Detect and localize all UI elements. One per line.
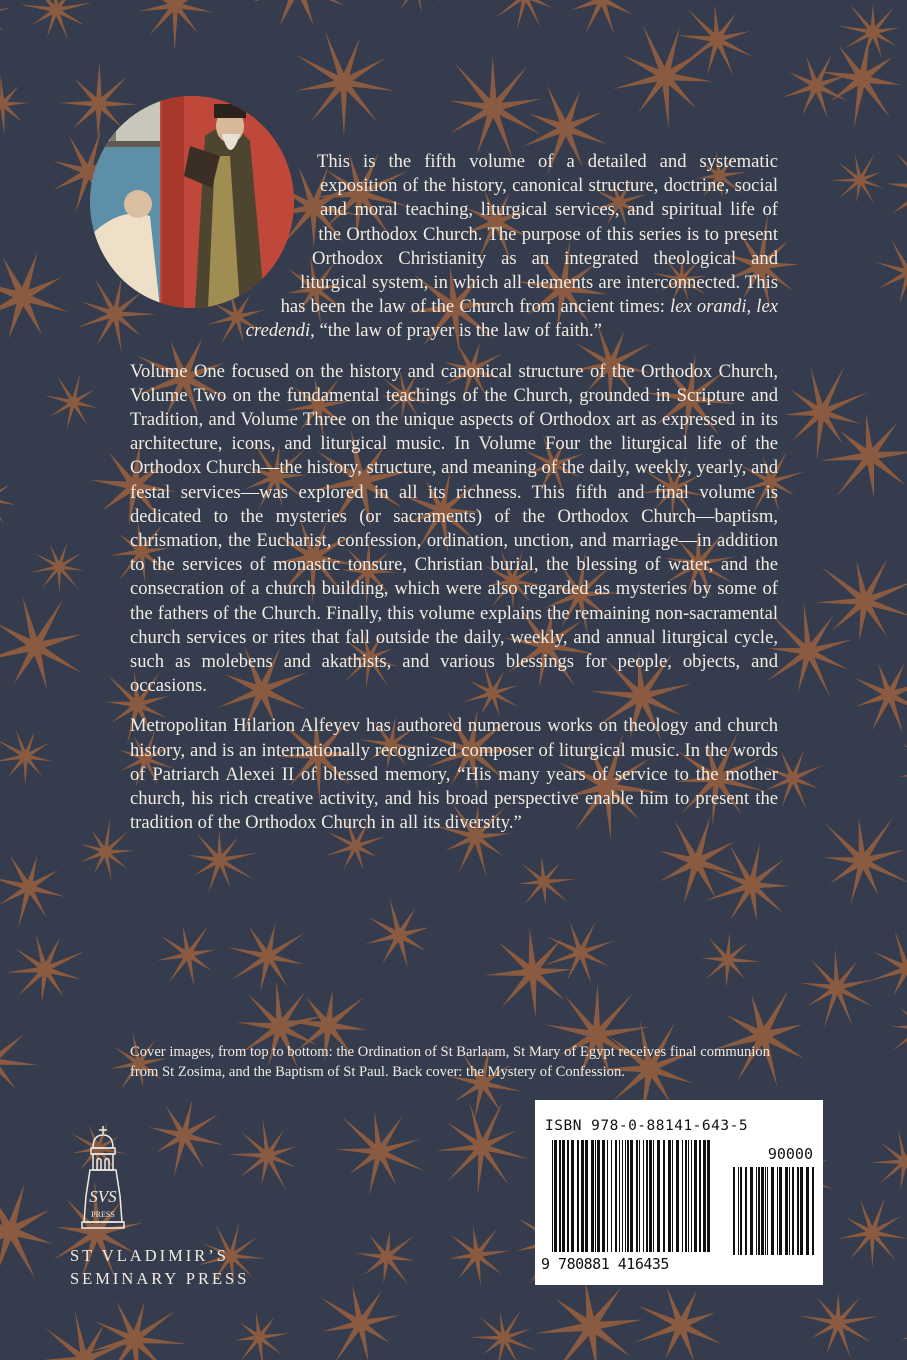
barcode-bar [625, 1140, 626, 1252]
star-shape [899, 729, 907, 820]
barcode-bar [691, 1140, 692, 1252]
star-shape [365, 898, 430, 969]
barcode-bar [615, 1140, 617, 1252]
star-shape [613, 24, 714, 129]
barcode-bar [806, 1167, 809, 1255]
star-shape [0, 854, 65, 928]
star-shape [535, 1281, 643, 1360]
barcode-bar [694, 1140, 697, 1252]
ean-number: 9 780881 416435 [541, 1255, 669, 1273]
barcode-bar [577, 1140, 579, 1252]
barcode-bar [761, 1167, 764, 1255]
barcode-bar [745, 1167, 747, 1255]
barcode-bar [619, 1140, 620, 1252]
barcode-bar [585, 1140, 588, 1252]
barcode-bar [597, 1140, 600, 1252]
star-shape [252, 0, 348, 26]
barcode-bar [595, 1140, 596, 1252]
star-shape [488, 0, 556, 31]
barcode-bar [785, 1167, 788, 1255]
barcode-bar [672, 1140, 673, 1252]
price-addon: 90000 [767, 1145, 813, 1163]
barcode-bar [657, 1140, 660, 1252]
svg-text:SVS: SVS [89, 1187, 117, 1206]
star-shape [854, 663, 907, 734]
barcode-bar [777, 1167, 778, 1255]
barcode-bar [756, 1167, 757, 1255]
star-shape [565, 0, 636, 35]
barcode-bar [622, 1140, 623, 1252]
barcode-bar [649, 1140, 652, 1252]
barcode-bar [559, 1140, 561, 1252]
author-paragraph: Metropolitan Hilarion Alfeyev has authored numerous works on theology and church history, and is an internationally recognized composer of liturgical music. In the words of Patriarch Alexei II of blessed memory, “His many years of service to the mother church, his rich creative activity, and his broad perspective enable him to present the tradition of the Orthodox Church in all its diversity.” [130, 715, 778, 834]
barcode-bar [767, 1167, 768, 1255]
barcode-bar [707, 1140, 710, 1252]
star-shape [149, 1099, 225, 1177]
intro-text-end: , “the law of prayer is the law of faith.” [310, 320, 602, 342]
star-shape [0, 75, 30, 135]
star-shape [356, 1231, 415, 1285]
star-shape [901, 1287, 907, 1360]
barcode-bar [792, 1167, 794, 1255]
star-shape [838, 1197, 907, 1268]
barcode-bar [699, 1140, 701, 1252]
star-shape [838, 4, 900, 59]
barcode-bar [812, 1167, 814, 1255]
star-shape [30, 543, 84, 593]
star-shape [228, 923, 305, 991]
barcode-bar [571, 1140, 574, 1252]
star-shape [449, 1226, 510, 1285]
star-shape [0, 729, 52, 786]
star-shape [235, 1312, 290, 1360]
barcode-bar [602, 1140, 605, 1252]
intro-text: This is the fifth volume of a detailed and systematic exposition of the history, canonical structure, doctrine, social and moral teaching, liturgical services, and spiritual life of the Orthodox Church. The purpose of this series is to present Orthodox Christianity as an integrated theological and liturgical system, in which all elements are interconnected. This has been the law of the Church from ancient times: [280, 151, 778, 318]
star-shape [469, 1310, 536, 1360]
barcode-bar [740, 1167, 742, 1255]
star-shape [0, 0, 11, 43]
star-shape [0, 1019, 39, 1107]
barcode-bar [653, 1140, 654, 1252]
barcode-bar [636, 1140, 638, 1252]
barcode-bar [797, 1167, 799, 1255]
barcode-bar [630, 1140, 633, 1252]
star-shape [385, 0, 443, 12]
publisher-line-2: SEMINARY PRESS [70, 1269, 250, 1288]
svg-text:PRESS: PRESS [91, 1210, 115, 1219]
star-shape [20, 0, 93, 40]
star-shape [336, 1112, 425, 1196]
volumes-paragraph: Volume One focused on the history and canonical structure of the Orthodox Church, Volume Two on the fundamental teachings of the Church, grounded in Scripture and Tradition, and Volume Three on the unique aspects of Orthodox art as expressed in its architecture, icons, and liturgical music. In Volume Four the liturgical life of the Orthodox Church—the history, structure, and meaning of the daily, weekly, yearly, and festal services—was explored in all its richness. This fifth and final volume is dedicated to the mysteries (or sacraments) of the Orthodox Church—baptism, chrismation, the Eucharist, confession, ordination, unction, and marriage—in addition to the services of monastic tonsure, Christian burial, the blessing of water, and the consecration of a church building, which were also regarded as mysteries by some of the fathers of the Church. Finally, this volume explains the remaining non-sacramental church services or rites that fall outside the daily, weekly, and annual liturgical cycle, such as molebens and akathists, and various blessings for people, objects, and occasions. [130, 360, 778, 697]
barcode-bar [552, 1140, 553, 1252]
barcode-bar [771, 1167, 774, 1255]
barcode-bar [562, 1140, 565, 1252]
star-shape [0, 468, 16, 533]
barcode-bar [668, 1140, 671, 1252]
isbn-barcode [535, 1100, 823, 1285]
star-shape [0, 252, 69, 339]
barcode-bar [627, 1140, 629, 1252]
star-shape [783, 54, 848, 119]
barcode-bar [738, 1167, 739, 1255]
barcode-bar [591, 1140, 594, 1252]
star-shape [36, 1310, 130, 1360]
barcode-bar [643, 1140, 644, 1252]
star-shape [704, 843, 790, 921]
star-shape [886, 145, 907, 237]
star-shape [436, 1102, 529, 1195]
isbn-label: ISBN 978-0-88141-643-5 [545, 1118, 749, 1134]
star-shape [157, 926, 217, 987]
star-shape [801, 949, 874, 1028]
star-shape [876, 239, 907, 304]
star-shape [870, 1129, 907, 1191]
publisher-line-1: ST VLADIMIR’S [70, 1246, 229, 1265]
barcode-bar [765, 1167, 766, 1255]
star-shape [830, 153, 883, 203]
star-shape [800, 1292, 879, 1358]
barcode-bar [789, 1167, 790, 1255]
barcode-bar [779, 1167, 782, 1255]
star-shape [635, 1287, 722, 1360]
latin-phrase: lex orandi, lex credendi [245, 296, 778, 342]
star-shape [228, 1120, 297, 1191]
star-shape [0, 596, 83, 689]
barcode-bar [607, 1140, 608, 1252]
star-shape [823, 817, 907, 904]
star-shape [295, 31, 395, 138]
star-shape [321, 1285, 401, 1360]
barcode-bar [703, 1140, 706, 1252]
barcode-bar [581, 1140, 584, 1252]
barcode-bar [758, 1167, 760, 1255]
star-shape [45, 373, 97, 431]
barcode-bar [554, 1140, 557, 1252]
star-shape [6, 934, 85, 1003]
description [130, 150, 778, 851]
svs-press-logo [78, 1126, 128, 1230]
publisher-name [70, 1244, 249, 1290]
barcode-bar [567, 1140, 569, 1252]
barcode-bar [800, 1167, 803, 1255]
star-shape [519, 856, 576, 906]
barcode-bar [685, 1140, 687, 1252]
barcode-bar [676, 1140, 679, 1252]
barcode-bar [750, 1167, 753, 1255]
star-shape [80, 817, 135, 880]
star-shape [139, 0, 213, 52]
star-shape [820, 413, 907, 499]
barcode-bar [663, 1140, 665, 1252]
star-shape [891, 991, 907, 1060]
barcode-bar [688, 1140, 689, 1252]
barcode-bar [682, 1140, 683, 1252]
barcode-bar [611, 1140, 612, 1252]
star-shape [0, 1184, 53, 1279]
star-shape [701, 932, 761, 988]
barcode-bar [733, 1167, 735, 1255]
star-shape [869, 930, 907, 999]
barcode-bar [639, 1140, 640, 1252]
star-shape [545, 921, 615, 984]
star-shape [767, 602, 854, 696]
barcode-bar [646, 1140, 648, 1252]
star-shape [816, 559, 907, 642]
star-shape [676, 5, 754, 77]
cover-images-caption: Cover images, from top to bottom: the Ordination of St Barlaam, St Mary of Egypt receives final communion from St Zosima, and the Baptism of St Paul. Back cover: the Mystery of Confession. [130, 1044, 770, 1080]
